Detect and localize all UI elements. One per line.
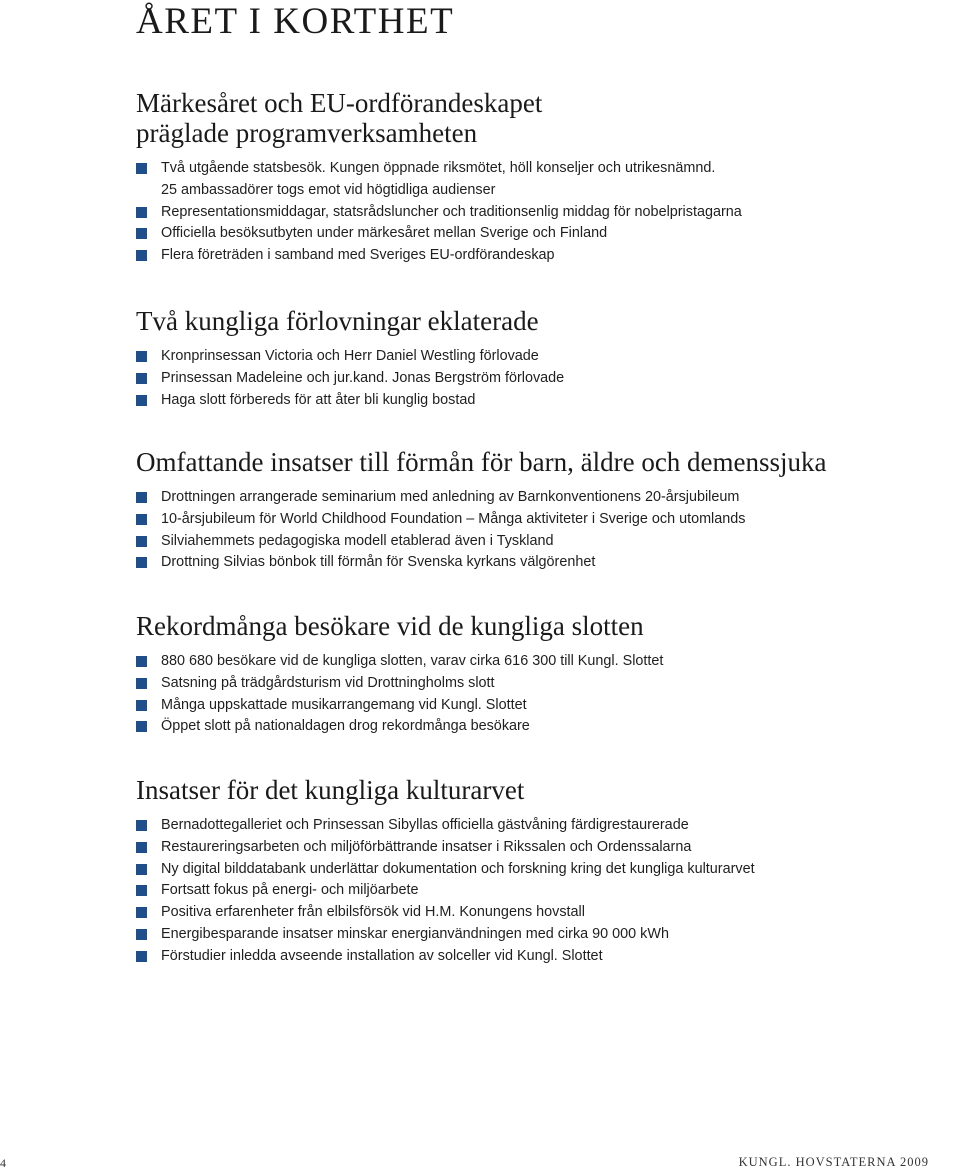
square-bullet-icon bbox=[136, 951, 147, 962]
square-bullet-icon bbox=[136, 678, 147, 689]
square-bullet-icon bbox=[136, 656, 147, 667]
list-item-text: Energibesparande insatser minskar energianvändningen med cirka 90 000 kWh bbox=[161, 925, 669, 942]
section-heading bbox=[136, 88, 936, 148]
list-item bbox=[136, 531, 936, 553]
section-markesaret bbox=[136, 88, 936, 267]
list-item bbox=[136, 223, 936, 245]
square-bullet-icon bbox=[136, 373, 147, 384]
heading-line: Insatser för det kungliga kulturarvet bbox=[136, 775, 525, 805]
list-item bbox=[136, 924, 936, 946]
heading-line: Märkesåret och EU-ordförandeskapet bbox=[136, 88, 543, 118]
heading-line: Två kungliga förlovningar eklaterade bbox=[136, 306, 539, 336]
list-item bbox=[136, 837, 936, 859]
list-item bbox=[136, 902, 936, 924]
square-bullet-icon bbox=[136, 163, 147, 174]
section-heading bbox=[136, 775, 936, 805]
list-item bbox=[136, 509, 936, 531]
list-item bbox=[136, 815, 936, 837]
heading-line: präglade programverksamheten bbox=[136, 118, 478, 148]
square-bullet-icon bbox=[136, 492, 147, 503]
list-item-text: Restaureringsarbeten och miljöförbättrande insatser i Rikssalen och Ordenssalarna bbox=[161, 838, 692, 855]
list-item bbox=[136, 695, 936, 717]
square-bullet-icon bbox=[136, 207, 147, 218]
section-heading bbox=[136, 447, 936, 477]
square-bullet-icon bbox=[136, 842, 147, 853]
list-item bbox=[136, 651, 936, 673]
list-item bbox=[136, 390, 936, 412]
list-item-text: Många uppskattade musikarrangemang vid Kungl. Slottet bbox=[161, 696, 527, 713]
square-bullet-icon bbox=[136, 700, 147, 711]
square-bullet-icon bbox=[136, 929, 147, 940]
bullet-list bbox=[136, 346, 936, 411]
bullet-list bbox=[136, 815, 936, 968]
square-bullet-icon bbox=[136, 514, 147, 525]
square-bullet-icon bbox=[136, 536, 147, 547]
page-number: 4 bbox=[0, 1156, 6, 1170]
list-item-text: Drottningen arrangerade seminarium med anledning av Barnkonventionens 20-årsjubileum bbox=[161, 489, 740, 505]
square-bullet-icon bbox=[136, 885, 147, 896]
list-item-text: Kronprinsessan Victoria och Herr Daniel Westling förlovade bbox=[161, 348, 539, 364]
list-item bbox=[136, 158, 936, 180]
list-item-text: Prinsessan Madeleine och jur.kand. Jonas Bergström förlovade bbox=[161, 369, 565, 386]
list-item-text: 880 680 besökare vid de kungliga slotten, varav cirka 616 300 till Kungl. Slottet bbox=[161, 653, 664, 669]
list-item-text: Representationsmiddagar, statsrådsluncher och traditionsenlig middag för nobelpristagarna bbox=[161, 203, 742, 220]
square-bullet-icon bbox=[136, 557, 147, 568]
list-item-text: Silviahemmets pedagogiska modell etablerad även i Tyskland bbox=[161, 532, 554, 549]
bullet-list bbox=[136, 487, 936, 574]
list-item-text: Två utgående statsbesök. Kungen öppnade riksmötet, höll konseljer och utrikesnämnd. bbox=[161, 160, 716, 176]
bullet-list bbox=[136, 651, 936, 738]
list-item-text: Förstudier inledda avseende installation av solceller vid Kungl. Slottet bbox=[161, 947, 603, 964]
list-item-text: 10-årsjubileum för World Childhood Foundation – Många aktiviteter i Sverige och utomlands bbox=[161, 510, 746, 527]
square-bullet-icon bbox=[136, 395, 147, 406]
list-item bbox=[136, 859, 936, 881]
list-item-text: Flera företräden i samband med Sveriges EU-ordförandeskap bbox=[161, 247, 555, 264]
list-item-text: Satsning på trädgårdsturism vid Drottningholms slott bbox=[161, 674, 495, 691]
square-bullet-icon bbox=[136, 721, 147, 732]
list-item bbox=[136, 202, 936, 224]
section-barn-aldre bbox=[136, 447, 936, 574]
list-item-text: Officiella besöksutbyten under märkesåret mellan Sverige och Finland bbox=[161, 225, 608, 242]
square-bullet-icon bbox=[136, 820, 147, 831]
section-heading bbox=[136, 306, 936, 336]
square-bullet-icon bbox=[136, 351, 147, 362]
list-item bbox=[136, 880, 936, 902]
section-heading bbox=[136, 611, 936, 641]
heading-line: Omfattande insatser till förmån för barn, äldre och demenssjuka bbox=[136, 447, 827, 477]
list-item bbox=[136, 552, 936, 574]
square-bullet-icon bbox=[136, 907, 147, 918]
heading-line: Rekordmånga besökare vid de kungliga slotten bbox=[136, 611, 644, 641]
page-title: ÅRET I KORTHET bbox=[136, 1, 455, 42]
square-bullet-icon bbox=[136, 864, 147, 875]
publication-title: KUNGL. HOVSTATERNA 2009 bbox=[738, 1155, 929, 1169]
list-item-text: Drottning Silvias bönbok till förmån för Svenska kyrkans välgörenhet bbox=[161, 554, 596, 571]
list-item-text: Haga slott förbereds för att åter bli kunglig bostad bbox=[161, 391, 476, 408]
list-item-text: Fortsatt fokus på energi- och miljöarbete bbox=[161, 882, 419, 899]
list-item bbox=[136, 368, 936, 390]
section-forlovningar bbox=[136, 306, 936, 411]
bullet-list bbox=[136, 158, 936, 267]
list-item bbox=[136, 946, 936, 968]
square-bullet-icon bbox=[136, 228, 147, 239]
section-besokare bbox=[136, 611, 936, 738]
list-item bbox=[136, 673, 936, 695]
list-item-text: 25 ambassadörer togs emot vid högtidliga audienser bbox=[161, 181, 496, 198]
list-item-text: Öppet slott på nationaldagen drog rekordmånga besökare bbox=[161, 718, 530, 735]
list-item bbox=[136, 245, 936, 267]
list-item bbox=[136, 487, 936, 509]
list-item-text: Positiva erfarenheter från elbilsförsök vid H.M. Konungens hovstall bbox=[161, 904, 585, 921]
list-item bbox=[136, 716, 936, 738]
list-item-text: Ny digital bilddatabank underlättar dokumentation och forskning kring det kungliga kulturarvet bbox=[161, 860, 755, 877]
list-item-text: Bernadottegalleriet och Prinsessan Sibyllas officiella gästvåning färdigrestaurerade bbox=[161, 817, 689, 833]
square-bullet-icon bbox=[136, 250, 147, 261]
list-item bbox=[136, 346, 936, 368]
list-item bbox=[136, 180, 936, 202]
section-kulturarv bbox=[136, 775, 936, 968]
